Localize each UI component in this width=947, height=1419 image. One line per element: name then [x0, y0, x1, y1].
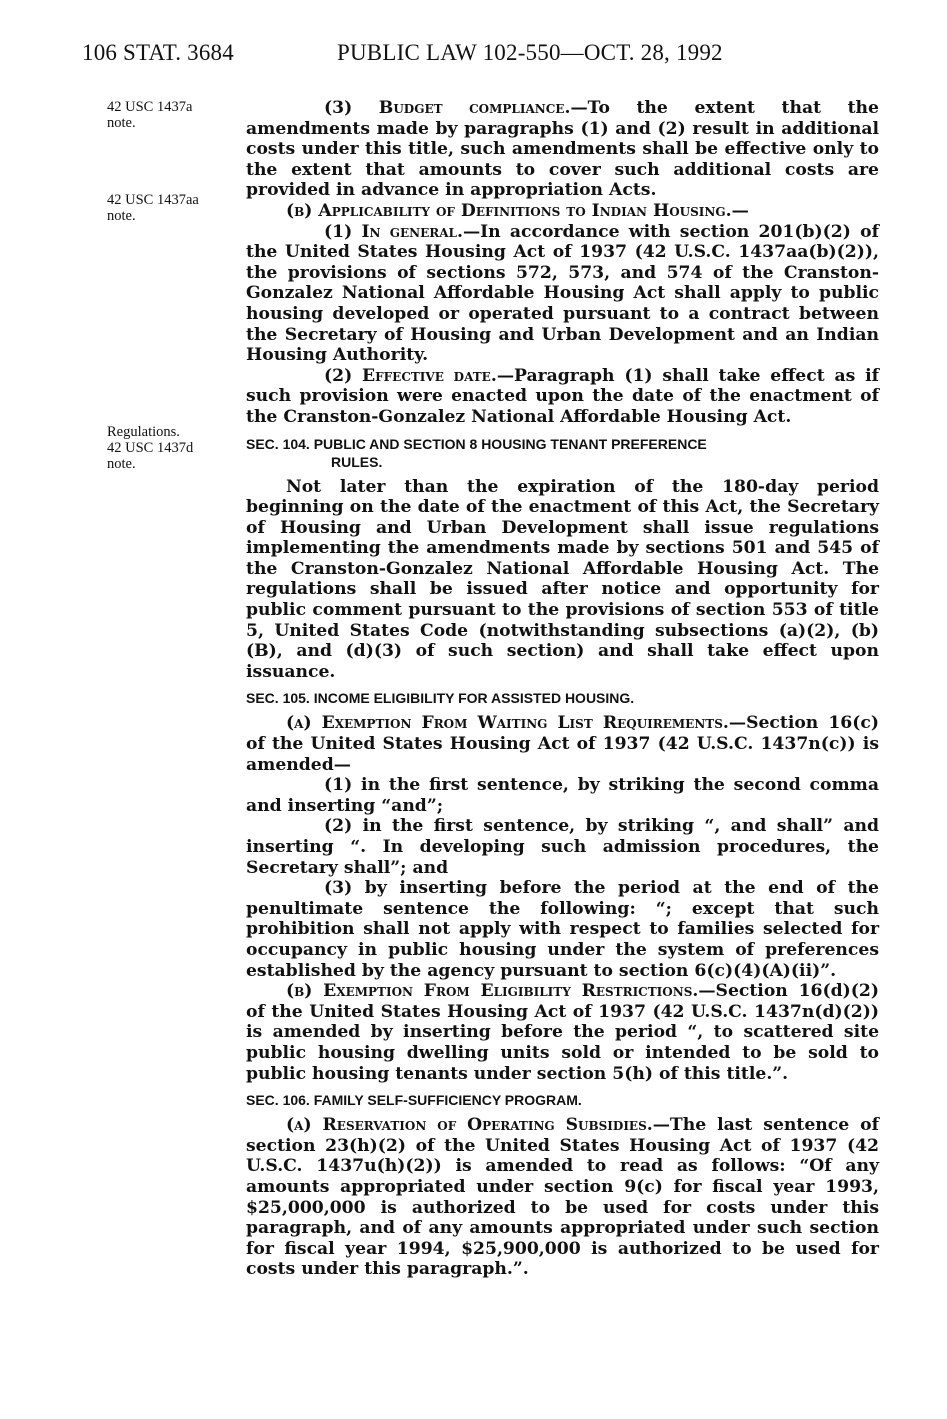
statute-page-number: 106 STAT. 3684 [82, 40, 234, 65]
margin-note-line: 42 USC 1437d [107, 440, 194, 456]
margin-note-1437a [107, 99, 227, 131]
paragraph-eligibility: (b) Exemption From Eligibility Restrictions.—Section 16(d)(2) of the United States Housing Act of 1937 (42 U.S.C. 1437n(d)(2)) is amended by inserting before the period “, to scattered site public housing dwelling units sold or intended to be sold to public housing tenants under section 5(h) of this title.”. [246, 981, 879, 1084]
margin-note-line: note. [107, 115, 136, 131]
paragraph-operating-subsidies: (a) Reservation of Operating Subsidies.—The last sentence of section 23(h)(2) of the United States Housing Act of 1937 (42 U.S.C. 1437u(h)(2)) is amended to read as follows: “Of any amounts appropriated under section 9(c) for fiscal year 1993, $25,000,000 is authorized to be used for costs under this paragraph, and of any amounts appropriated under such section for fiscal year 1994, $25,900,000 is authorized to be used for costs under this paragraph.”. [246, 1115, 879, 1280]
section-104-body: Not later than the expiration of the 180-day period beginning on the date of the enactment of this Act, the Secretary of Housing and Urban Development shall issue regulations implementing the amendments made by sections 501 and 545 of the Cranston-Gonzalez National Affordable Housing Act. The regulations shall be issued after notice and opportunity for public comment pursuant to the provisions of section 553 of title 5, United States Code (notwithstanding subsections (a)(2), (b)(B), and (d)(3) of such section) and shall take effect upon issuance. [246, 476, 879, 682]
clause-3: (3) by inserting before the period at the end of the penultimate sentence the following: “; except that such prohibition shall not apply with respect to families selected for occupancy in public housing under the system of preferences established by the agency pursuant to section 6(c)(4)(A)(ii)”. [246, 878, 879, 981]
section-104-heading: SEC. 104. PUBLIC AND SECTION 8 HOUSING TENANT PREFERENCE RULES. [246, 435, 707, 470]
law-text [246, 98, 879, 1280]
margin-note-line: Regulations. [107, 424, 180, 440]
paragraph-in-general: (1) In general.—In accordance with section 201(b)(2) of the United States Housing Act of 1937 (42 U.S.C. 1437aa(b)(2)), the provisions of sections 572, 573, and 574 of the Cranston-Gonzalez National Affordable Housing Act shall apply to public housing developed or operated pursuant to a contract between the Secretary of Housing and Urban Development and an Indian Housing Authority. [246, 221, 879, 366]
clause-2: (2) in the first sentence, by striking “, and shall” and inserting “. In developing such admission procedures, the Secretary shall”; and [246, 816, 879, 878]
clause-1: (1) in the first sentence, by striking the second comma and inserting “and”; [246, 775, 879, 816]
margin-note-line: note. [107, 208, 136, 224]
paragraph-waiting-list: (a) Exemption From Waiting List Requirements.—Section 16(c) of the United States Housing Act of 1937 (42 U.S.C. 1437n(c)) is amended— [246, 713, 879, 775]
paragraph-effective-date: (2) Effective date.—Paragraph (1) shall take effect as if such provision were enacted upon the date of the enactment of the Cranston-Gonzalez National Affordable Housing Act. [246, 365, 880, 427]
margin-note-line: note. [107, 456, 136, 472]
margin-note-line: 42 USC 1437aa [107, 192, 199, 208]
paragraph-indian-housing: (b) Applicability of Definitions to Indian Housing.— [286, 200, 749, 221]
margin-note-line: 42 USC 1437a [107, 99, 193, 115]
margin-note-regulations [107, 424, 227, 472]
section-106-heading: SEC. 106. FAMILY SELF-SUFFICIENCY PROGRAM. [246, 1092, 582, 1109]
paragraph-budget-compliance: (3) Budget compliance.—To the extent that the amendments made by paragraphs (1) and (2) result in additional costs under this title, such amendments shall be effective only to the extent that amounts to cover such additional costs are provided in advance in appropriation Acts. [246, 98, 879, 201]
margin-note-1437aa [107, 192, 227, 224]
section-105-heading: SEC. 105. INCOME ELIGIBILITY FOR ASSISTED HOUSING. [246, 690, 635, 707]
public-law-title: PUBLIC LAW 102-550—OCT. 28, 1992 [337, 40, 723, 65]
